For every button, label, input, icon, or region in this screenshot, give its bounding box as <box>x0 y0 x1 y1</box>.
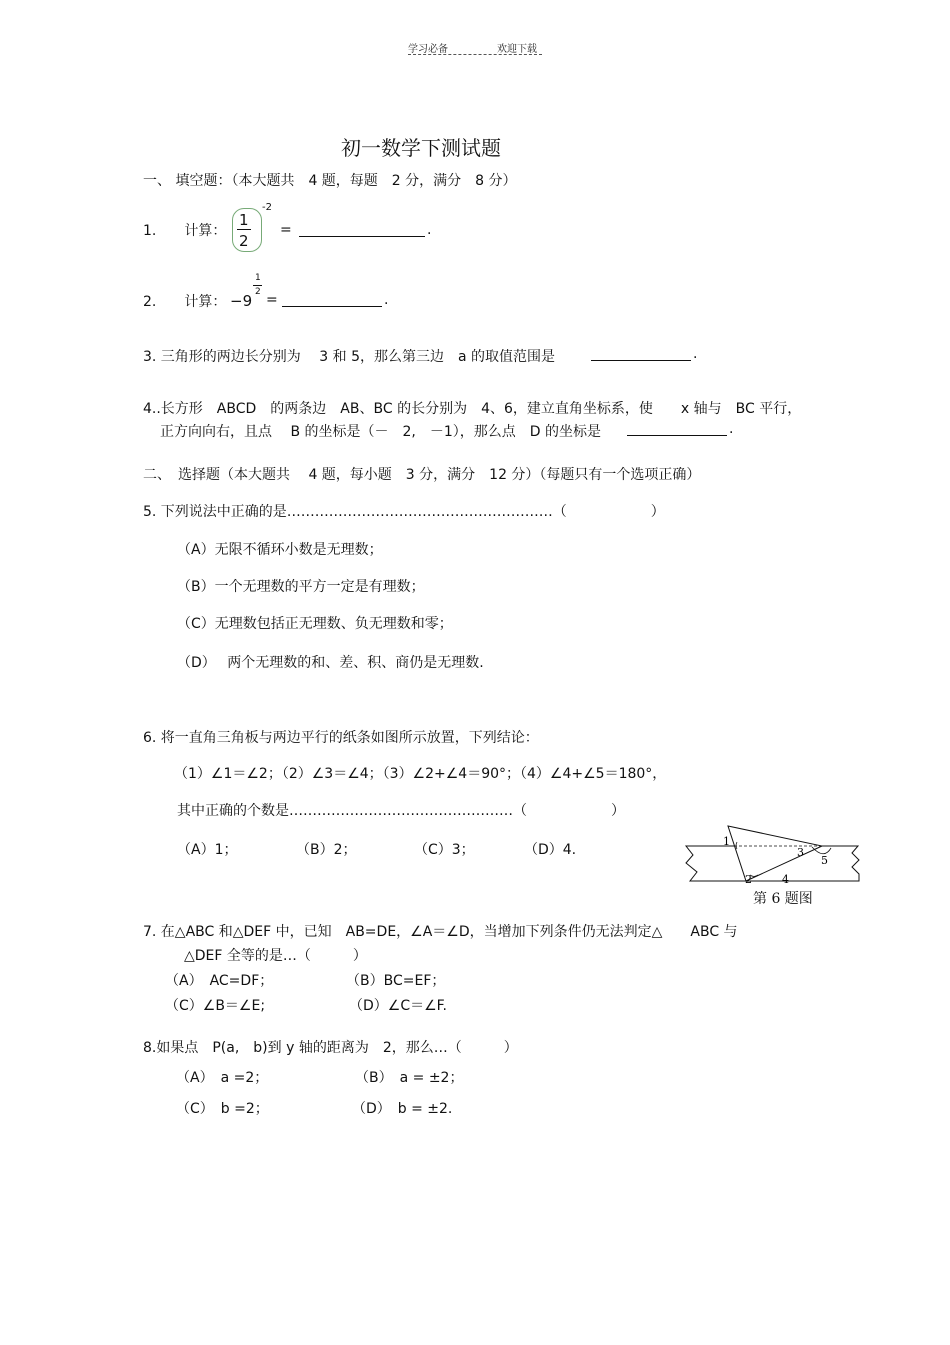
q7-line-2: △DEF 全等的是…（ ） <box>184 948 367 964</box>
q4-line-1: 4..长方形 ABCD 的两条边 AB、BC 的长分别为 4、6，建立直角坐标系，使 x 轴与 BC 平行， <box>143 401 802 417</box>
q5-stem: 5. 下列说法中正确的是…………………………………………………（ ） <box>143 504 665 520</box>
q6-stem: 6. 将一直角三角板与两边平行的纸条如图所示放置，下列结论： <box>143 730 539 746</box>
q4-answer-blank[interactable] <box>627 421 727 440</box>
triangle-ruler <box>728 826 822 881</box>
q2-exponent-bar <box>253 285 262 286</box>
angle-label-5: 5 <box>821 854 828 867</box>
q5-option-d[interactable]: （D） 两个无理数的和、差、积、商仍是无理数. <box>177 655 484 671</box>
q8-option-a[interactable]: （A） a =2； <box>176 1070 269 1086</box>
q7-option-d[interactable]: （D）∠C＝∠F. <box>349 998 447 1014</box>
q8-option-c[interactable]: （C） b =2； <box>176 1101 269 1117</box>
q6-option-d[interactable]: （D）4. <box>524 842 577 858</box>
q7-line-1: 7. 在△ABC 和△DEF 中，已知 AB=DE，∠A＝∠D，当增加下列条件仍无法判定△ ABC 与 <box>143 924 738 940</box>
q1-numerator: 1 <box>239 211 249 229</box>
q3-text: 3. 三角形的两边长分别为 3 和 5，那么第三边 a 的取值范围是 <box>143 349 556 365</box>
q1-answer-blank[interactable] <box>299 222 425 241</box>
section-2-heading: 二、 选择题（本大题共 4 题，每小题 3 分，满分 12 分）（每题只有一个选项正确） <box>143 467 701 483</box>
angle-label-3: 3 <box>797 846 804 859</box>
q4-period: . <box>729 421 734 437</box>
header-divider <box>408 54 542 55</box>
q2-answer-blank[interactable] <box>282 292 382 311</box>
q5-option-b[interactable]: （B）一个无理数的平方一定是有理数； <box>177 579 425 595</box>
q6-option-c[interactable]: （C）3； <box>414 842 475 858</box>
q5-option-a[interactable]: （A）无限不循环小数是无理数； <box>177 542 383 558</box>
q1-period: . <box>427 222 432 238</box>
q1-denominator: 2 <box>239 232 249 250</box>
angle-label-1: 1 <box>723 835 730 848</box>
q1-label: 1. 计算： <box>143 223 227 239</box>
header-left: 学习必备 <box>408 44 448 55</box>
q2-exponent-denominator: 2 <box>255 287 261 297</box>
angle-label-4: 4 <box>782 873 789 885</box>
q3-period: . <box>693 346 698 362</box>
q1-fraction-bar <box>237 229 251 230</box>
q4-line-2: 正方向向右，且点 B 的坐标是（－ 2, －1），那么点 D 的坐标是 <box>160 424 601 440</box>
q6-figure <box>684 820 869 885</box>
q2-exponent-numerator: 1 <box>255 273 261 283</box>
q7-option-a[interactable]: （A） AC=DF； <box>165 973 274 989</box>
page-title: 初一数学下测试题 <box>341 136 501 160</box>
q3-answer-blank[interactable] <box>591 346 691 365</box>
q6-option-a[interactable]: （A）1； <box>177 842 238 858</box>
q8-stem: 8.如果点 P(a, b)到 y 轴的距离为 2，那么…（ ） <box>143 1040 518 1056</box>
q7-option-b[interactable]: （B）BC=EF； <box>346 973 446 989</box>
header-right: 欢迎下载 <box>497 44 537 55</box>
q5-option-c[interactable]: （C）无理数包括正无理数、负无理数和零； <box>177 616 453 632</box>
section-1-heading: 一、 填空题：（本大题共 4 题，每题 2 分，满分 8 分） <box>143 173 517 189</box>
q8-option-b[interactable]: （B） a = ±2； <box>355 1070 464 1086</box>
q2-period: . <box>384 292 389 308</box>
q2-expression: −9 <box>230 292 253 310</box>
q2-label: 2. 计算： <box>143 294 227 310</box>
q8-option-d[interactable]: （D） b = ±2. <box>352 1101 453 1117</box>
q6-ask: 其中正确的个数是…………………………………………（ ） <box>177 803 625 819</box>
q1-exponent: -2 <box>262 202 272 213</box>
q6-figure-caption: 第 6 题图 <box>753 891 813 907</box>
q1-equals: = <box>280 222 292 238</box>
q7-option-c[interactable]: （C）∠B＝∠E; <box>165 998 266 1014</box>
angle-label-2: 2 <box>745 873 752 885</box>
q6-option-b[interactable]: （B）2； <box>296 842 357 858</box>
q2-equals: = <box>266 292 278 308</box>
q6-conditions: （1）∠1＝∠2；（2）∠3＝∠4；（3）∠2+∠4＝90°；（4）∠4+∠5＝180°， <box>174 766 667 782</box>
